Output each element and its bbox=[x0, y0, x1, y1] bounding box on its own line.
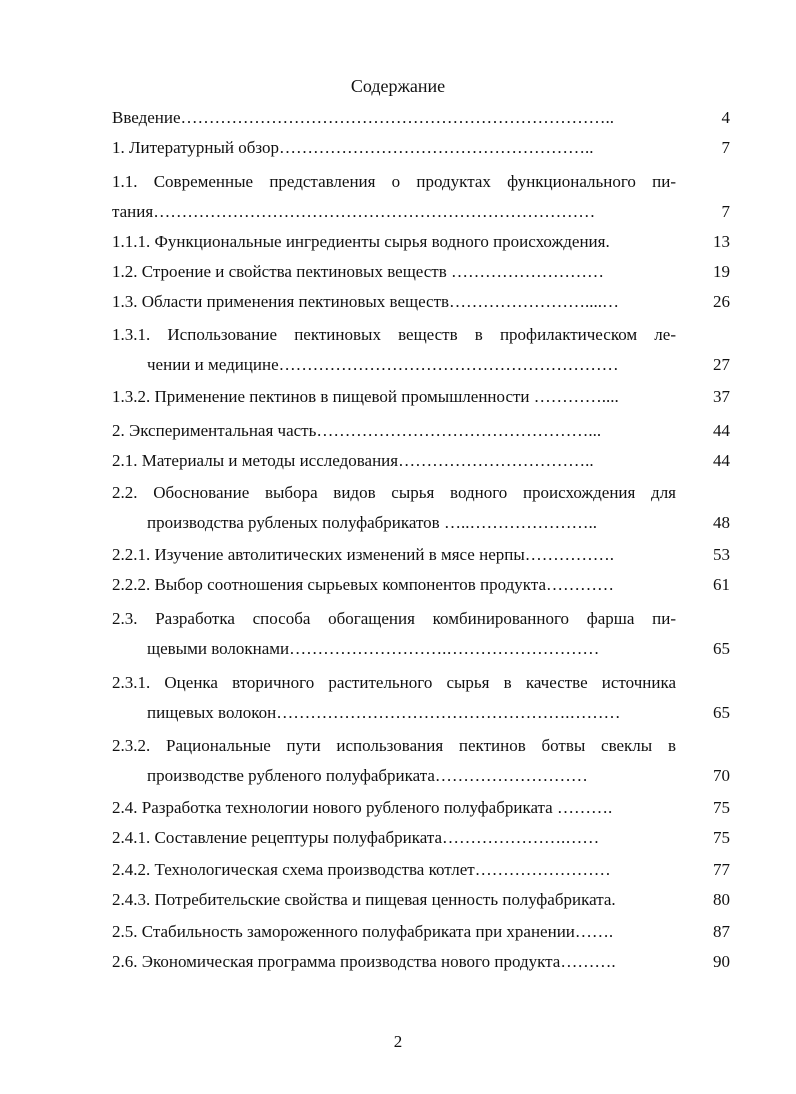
toc-entry-text: 2. Экспериментальная часть…………………………………………... bbox=[112, 421, 602, 440]
toc-entry-page: 77 bbox=[713, 860, 730, 879]
toc-entry-page: 65 bbox=[713, 639, 730, 658]
toc-entry-page: 7 bbox=[721, 138, 730, 157]
toc-entry-page: 87 bbox=[713, 922, 730, 941]
toc-entry-page: 65 bbox=[713, 703, 730, 722]
toc-entry-text: 1.3. Области применения пектиновых веществ……………………....… bbox=[112, 292, 620, 311]
toc-entry-text: производстве рубленого полуфабриката……………………… bbox=[147, 766, 588, 785]
toc-entry-text: тания…………………………………………………………………… bbox=[112, 202, 596, 221]
toc-entry-text: 2.6. Экономическая программа производства нового продукта………. bbox=[112, 952, 616, 971]
toc-entry-text: чении и медицине…………………………………………………… bbox=[147, 355, 619, 374]
toc-entry-page: 90 bbox=[713, 952, 730, 971]
toc-entry-text: 2.4.3. Потребительские свойства и пищевая ценность полуфабриката. bbox=[112, 890, 616, 909]
toc-entry-text: 2.3. Разработка способа обогащения комбинированного фарша пи- bbox=[112, 609, 676, 628]
toc-entry-page: 44 bbox=[713, 421, 730, 440]
toc-entry-page: 75 bbox=[713, 828, 730, 847]
page-number: 2 bbox=[393, 1032, 403, 1051]
toc-entry-text: 1.2. Строение и свойства пектиновых веществ ……………………… bbox=[112, 262, 605, 281]
toc-entry-page: 70 bbox=[713, 766, 730, 785]
toc-entry-text: 1.1. Современные представления о продуктах функционального пи- bbox=[112, 172, 676, 191]
toc-entry-text: 2.3.1. Оценка вторичного растительного сырья в качестве источника bbox=[112, 673, 676, 692]
toc-entry-page: 7 bbox=[721, 202, 730, 221]
toc-entry-page: 27 bbox=[713, 355, 730, 374]
toc-entry-text: пищевых волокон…………………………………………….……… bbox=[147, 703, 621, 722]
toc-entry-page: 19 bbox=[713, 262, 730, 281]
toc-entry-page: 80 bbox=[713, 890, 730, 909]
toc-entry-text: 2.4.1. Составление рецептуры полуфабриката………………….…… bbox=[112, 828, 600, 847]
toc-entry-text: 2.4. Разработка технологии нового рубленого полуфабриката ………. bbox=[112, 798, 613, 817]
toc-entry-text: 2.2. Обоснование выбора видов сырья водного происхождения для bbox=[112, 483, 676, 502]
toc-entry-text: производства рубленых полуфабрикатов …..………………….. bbox=[147, 513, 597, 532]
toc-entry-page: 75 bbox=[713, 798, 730, 817]
toc-entry-text: 2.3.2. Рациональные пути использования пектинов ботвы свеклы в bbox=[112, 736, 676, 755]
toc-entry-page: 13 bbox=[713, 232, 730, 251]
toc-entry-text: 2.5. Стабильность замороженного полуфабриката при хранении……. bbox=[112, 922, 614, 941]
toc-entry-text: 2.2.2. Выбор соотношения сырьевых компонентов продукта………… bbox=[112, 575, 614, 594]
toc-entry-page: 61 bbox=[713, 575, 730, 594]
toc-entry-text: 2.4.2. Технологическая схема производства котлет…………………… bbox=[112, 860, 611, 879]
toc-entry-text: 1. Литературный обзор……………………………………………….. bbox=[112, 138, 594, 157]
toc-entry-text: щевыми волокнами……………………….……………………… bbox=[147, 639, 600, 658]
toc-entry-text: 2.2.1. Изучение автолитических изменений в мясе нерпы……………. bbox=[112, 545, 615, 564]
toc-entry-text: 1.1.1. Функциональные ингредиенты сырья водного происхождения. bbox=[112, 232, 610, 251]
toc-entry-page: 48 bbox=[713, 513, 730, 532]
toc-entry-text: 2.1. Материалы и методы исследования…………………………….. bbox=[112, 451, 594, 470]
toc-entry-page: 26 bbox=[713, 292, 730, 311]
toc-entry-page: 44 bbox=[713, 451, 730, 470]
toc-entry-text: 1.3.1. Использование пектиновых веществ в профилактическом ле- bbox=[112, 325, 676, 344]
page-title: Содержание bbox=[350, 76, 446, 96]
toc-entry-text: 1.3.2. Применение пектинов в пищевой промышленности ………….... bbox=[112, 387, 619, 406]
toc-entry-page: 37 bbox=[713, 387, 730, 406]
toc-entry-page: 4 bbox=[721, 108, 730, 127]
toc-entry-page: 53 bbox=[713, 545, 730, 564]
toc-entry-text: Введение………………………………………………………………….. bbox=[112, 108, 615, 127]
